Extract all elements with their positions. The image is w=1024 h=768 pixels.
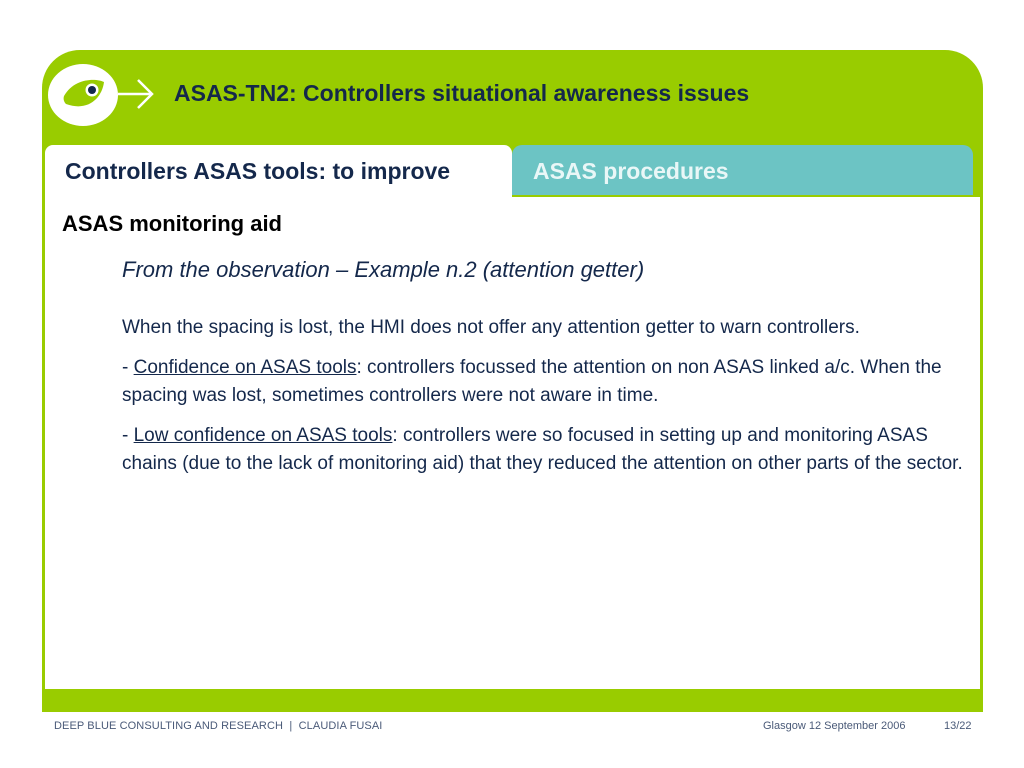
tab-controllers-asas-tools-label: Controllers ASAS tools: to improve bbox=[65, 158, 451, 184]
footer-date: Glasgow 12 September 2006 bbox=[763, 720, 906, 732]
leaf-eye-icon bbox=[48, 64, 118, 126]
body-text bbox=[122, 314, 967, 490]
subheading: From the observation – Example n.2 (attention getter) bbox=[122, 257, 645, 282]
paragraph-3-text: : controllers were so focused in setting up and monitoring ASAS chains (due to the lack of monitoring aid) that they reduced the attention on other parts of the sector. bbox=[122, 425, 963, 474]
tab-asas-procedures-label: ASAS procedures bbox=[533, 158, 729, 184]
arrow-right-icon bbox=[118, 74, 158, 114]
low-confidence-term: Low confidence on ASAS tools bbox=[133, 425, 393, 446]
footer-credit: DEEP BLUE CONSULTING AND RESEARCH | CLAUDIA FUSAI bbox=[54, 720, 383, 732]
bullet-dash: - bbox=[122, 425, 134, 446]
paragraph-2 bbox=[122, 354, 967, 410]
confidence-term: Confidence on ASAS tools bbox=[133, 357, 357, 378]
logo bbox=[48, 64, 118, 126]
paragraph-1: When the spacing is lost, the HMI does not offer any attention getter to warn controllers. bbox=[122, 317, 860, 338]
bullet-dash: - bbox=[122, 357, 134, 378]
paragraph-3 bbox=[122, 422, 967, 478]
paragraph-2-text: : controllers focussed the attention on non ASAS linked a/c. When the spacing was lost, sometimes controllers were not aware in time. bbox=[122, 357, 942, 406]
section-heading: ASAS monitoring aid bbox=[62, 211, 282, 236]
page-number: 13/22 bbox=[944, 720, 972, 732]
slide-title: ASAS-TN2: Controllers situational awareness issues bbox=[174, 80, 750, 106]
